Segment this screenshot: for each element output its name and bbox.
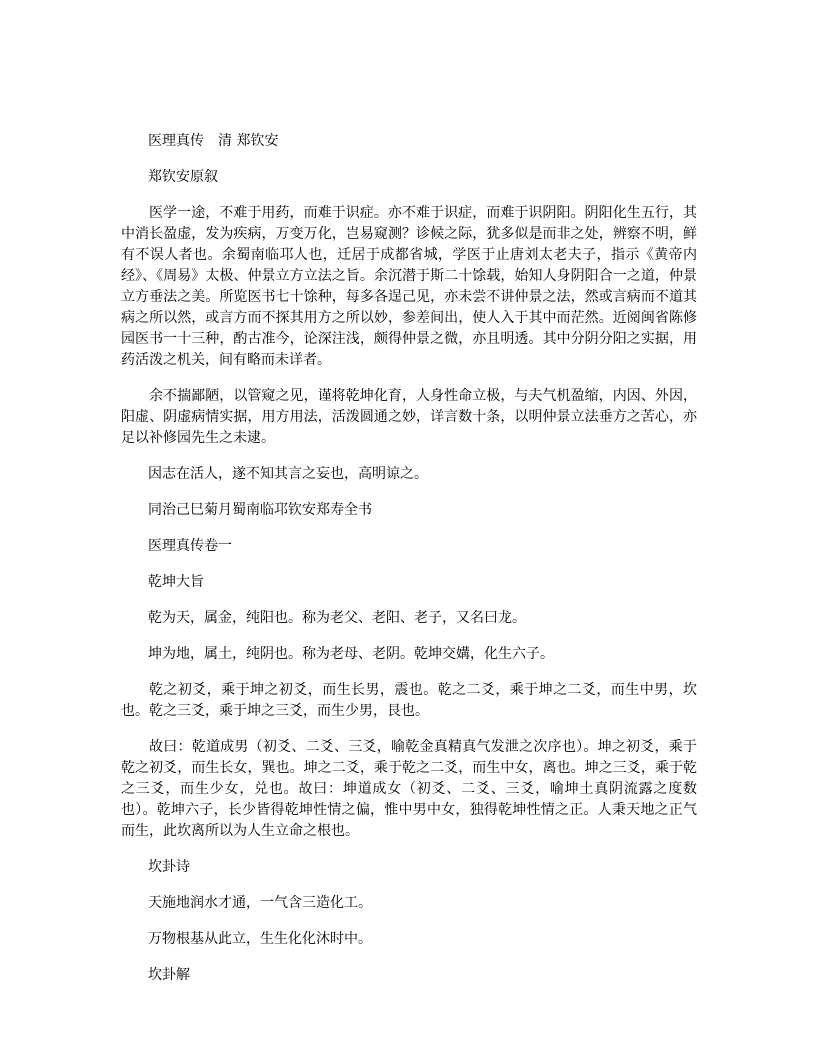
paragraph-kun: 坤为地，属土，纯阴也。称为老母、老阴。乾坤交媾，化生六子。: [148, 646, 554, 662]
preface-title: 郑钦安原叙: [148, 169, 218, 185]
volume-title: 医理真传卷一: [148, 538, 232, 554]
preface-paragraph-1: 医学一途，不难于用药，而难于识症。亦不难于识症，而难于识阴阳。阴阳化生五行，其中消长盈虚，发为疾病，万变万化，岂易窥测？诊候之际，犹多似是而非之处，辨察不明，鲜有不误人者也。余蜀南临邛人也，迁居于成都省城，学医于止唐刘太老夫子，指示《黄帝内经》、《周易》太极、仲景立方立法之旨。余沉潜于斯二十馀载，始知人身阴阳合一之道，仲景立方垂法之美。所览医书七十馀种，每多各逞己见，亦未尝不讲仲景之法，然或言病而不道其病之所以然，或言方而不探其用方之所以妙，参差间出，使人入于其中而茫然。近阅闽省陈修园医书一十三种，酌古准今，论深注浅，颇得仲景之微，亦且明透。其中分阴分阳之实据，用药活泼之机关，间有略而未详者。: [121, 205, 697, 368]
section-title-kan-poem: 坎卦诗: [148, 859, 190, 875]
section-title-kan-explanation: 坎卦解: [148, 967, 190, 983]
poem-line-2: 万物根基从此立，生生化化沐时中。: [148, 931, 372, 947]
document-page: [121, 131, 697, 1001]
preface-closing: 因志在活人，遂不知其言之妄也，高明谅之。: [148, 466, 428, 482]
section-title-qiankun: 乾坤大旨: [148, 574, 204, 590]
paragraph-qian-yao: 乾之初爻，乘于坤之初爻，而生长男，震也。乾之二爻，乘于坤之二爻，而生中男，坎也。乾之三爻，乘于坤之三爻，而生少男，艮也。: [121, 682, 697, 719]
preface-paragraph-2: 余不揣鄙陋，以管窥之见，谨将乾坤化育，人身性命立极，与夫气机盈缩，内因、外因，阳虚、阴虚病情实据，用方用法，活泼圆通之妙，详言数十条，以明仲景立法垂方之苦心，亦足以补修园先生之未逮。: [121, 388, 697, 446]
paragraph-gu-yue: 故曰：乾道成男（初爻、二爻、三爻，喻乾金真精真气发泄之次序也）。坤之初爻，乘于乾之初爻，而生长女，巽也。坤之二爻，乘于乾之二爻，而生中女，离也。坤之三爻，乘于乾之三爻，而生少女，兑也。故曰：坤道成女（初爻、二爻、三爻，喻坤土真阴流露之度数也）。乾坤六子，长少皆得乾坤性情之偏，惟中男中女，独得乾坤性情之正。人秉天地之正气而生，此坎离所以为人生立命之根也。: [121, 739, 697, 839]
paragraph-qian: 乾为天，属金，纯阳也。称为老父、老阳、老子，又名曰龙。: [148, 610, 526, 626]
book-title-line: 医理真传 清 郑钦安: [148, 133, 279, 149]
preface-signature: 同治己巳菊月蜀南临邛钦安郑寿全书: [148, 502, 372, 518]
poem-line-1: 天施地润水才通，一气含三造化工。: [148, 895, 372, 911]
